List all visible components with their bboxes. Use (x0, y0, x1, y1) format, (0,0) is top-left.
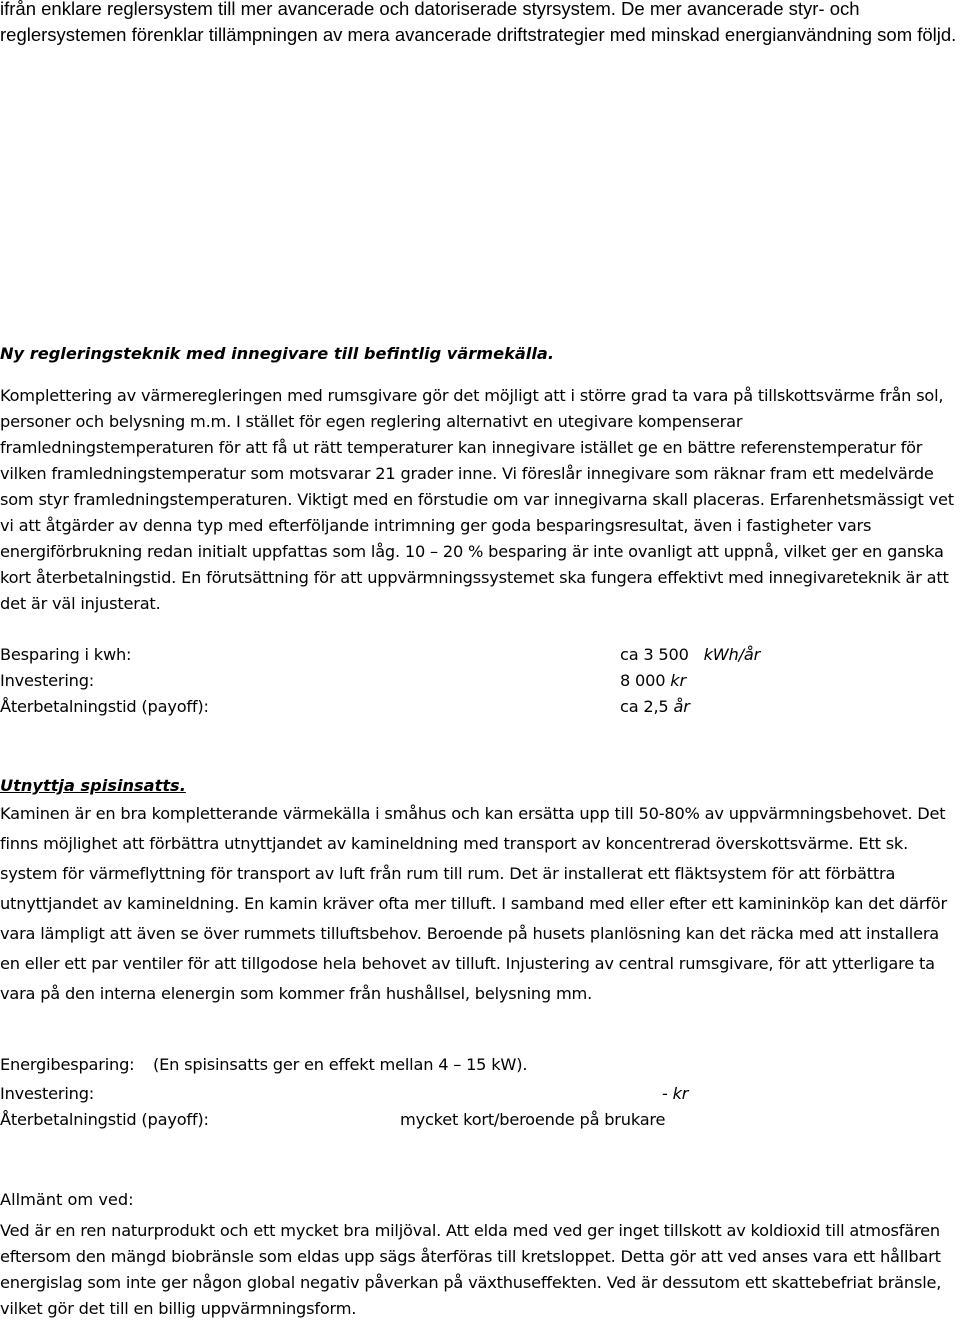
cost-row-investment (0, 668, 960, 694)
row-label: Investering: (0, 671, 95, 690)
section-body-spisinsatts: Kaminen är en bra kompletterande värmekälla i småhus och kan ersätta upp till 50-80% av uppvärmningsbehovet. Det finns möjlighet att förbättra utnyttjandet av kamineldning med transport av koncentrerad överskottsvärme. Ett sk. system för värmeflyttning för transport av luft från rum till rum. Det är installerat ett fläktsystem för att förbättra utnyttjandet av kamineldning. En kamin kräver ofta mer tilluft. I samband med eller efter ett kamininköp kan det därför vara lämpligt att även se över rummets tilluftsbehov. Beroende på husets planlösning kan det räcka med att installera en eller ett par ventiler för att tillgodose hela behovet av tilluft. Injustering av central rumsgivare, för att ytterligare ta vara på den interna elenergin som kommer från hushållsel, belysning mm. (0, 804, 947, 1003)
row-label: Besparing i kwh: (0, 645, 132, 664)
section-heading-spisinsatts: Utnyttja spisinsatts. (0, 776, 186, 795)
section-body-ved: Ved är en ren naturprodukt och ett mycket bra miljöval. Att elda med ved ger inget tillskott av koldioxid till atmosfären eftersom den mängd biobränsle som eldas upp sägs återföras till kretsloppet. Detta gör att ved anses vara ett hållbart energislag som inte ger någon global negativ påverkan på växthuseffekten. Ved är dessutom ett skattebefriat bränsle, vilket gör det till en billig uppvärmningsform. (0, 1221, 942, 1318)
cost-row-investment-2 (0, 1081, 960, 1107)
cost-row-payoff (0, 694, 960, 720)
cost-row-savings (0, 642, 960, 668)
cost-row-energy (0, 1052, 960, 1078)
row-value: (En spisinsatts ger en effekt mellan 4 – 15 kW). (153, 1055, 528, 1074)
row-label: Återbetalningstid (payoff): (0, 1110, 209, 1129)
row-label: Återbetalningstid (payoff): (0, 697, 209, 716)
cost-row-payoff-2 (0, 1107, 960, 1133)
section-body-innegivare: Komplettering av värmeregleringen med rumsgivare gör det möjligt att i större grad ta vara på tillskottsvärme från sol, personer och belysning m.m. I stället för egen reglering alternativt en utegivare kompenserar framledningstemperaturen för att få ut rätt temperaturer kan innegivare istället ge en bättre referenstemperatur för vilken framledningstemperatur som motsvarar 21 grader inne. Vi föreslår innegivare som räknar fram ett medelvärde som styr framledningstemperaturen. Viktigt med en förstudie om var innegivarna skall placeras. Erfarenhetsmässigt vet vi att åtgärder av denna typ med efterföljande intrimning ger goda besparingsresultat, även i fastigheter vars energiförbrukning redan initialt uppfattas som låg. 10 – 20 % besparing är inte ovanligt att uppnå, vilket ger en ganska kort återbetalningstid. En förutsättning för att uppvärmningssystemet ska fungera effektivt med innegivareteknik är att det är väl injusterat. (0, 386, 954, 613)
row-label: Investering: (0, 1084, 95, 1103)
row-unit: år (673, 697, 690, 716)
intro-paragraph: ifrån enklare reglersystem till mer avancerade och datoriserade styrsystem. De mer avancerade styr- och reglersystemen förenklar tillämpningen av mera avancerade driftstrategier med minskad energianvändning som följd. (0, 0, 957, 45)
row-value: 8 000 kr (620, 671, 686, 690)
row-value: - kr (662, 1084, 689, 1103)
row-label: Energibesparing: (0, 1055, 135, 1074)
row-unit: kr (670, 671, 686, 690)
row-value: mycket kort/beroende på brukare (400, 1110, 666, 1129)
row-value: ca 2,5 år (620, 697, 690, 716)
section-heading-innegivare: Ny regleringsteknik med innegivare till befintlig värmekälla. (0, 344, 554, 363)
row-unit: kr (672, 1084, 689, 1103)
section-heading-ved: Allmänt om ved: (0, 1190, 134, 1209)
row-unit: kWh/år (703, 645, 761, 664)
row-value: ca 3 500 kWh/år (620, 645, 761, 664)
